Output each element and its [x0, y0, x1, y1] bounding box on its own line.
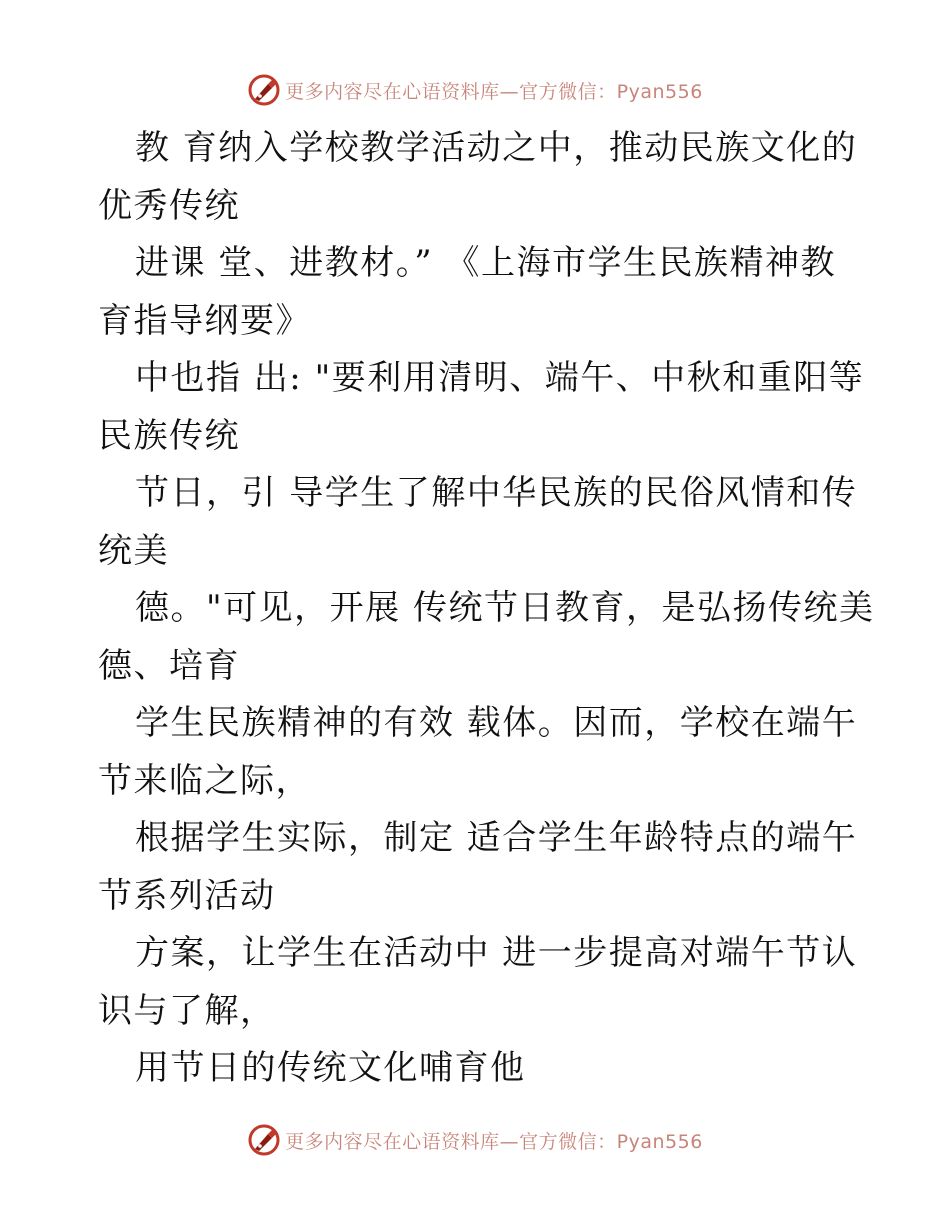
text-line: 民族传统: [98, 415, 240, 456]
footer-banner: [0, 1120, 950, 1160]
text-line: 德。"可见，开展 传统节日教育，是弘扬传统美: [135, 588, 875, 628]
text-line: 统美: [98, 530, 169, 571]
text-line: 进课 堂、进教材。” 《上海市学生民族精神教: [135, 243, 836, 283]
text-line: 节来临之际，: [98, 760, 311, 801]
footer-banner-text: 更多内容尽在心语资料库—官方微信：Pyan556: [285, 1130, 703, 1153]
text-line: 德、培育: [98, 645, 240, 686]
text-line: 育指导纲要》: [98, 300, 311, 341]
text-line: 方案，让学生在活动中 进一步提高对端午节认: [135, 933, 858, 973]
text-line: 教 育纳入学校教学活动之中，推动民族文化的: [135, 128, 858, 168]
text-line: 节系列活动: [98, 875, 276, 916]
text-line: 根据学生实际，制定 适合学生年龄特点的端午: [135, 818, 858, 858]
header-banner-text: 更多内容尽在心语资料库—官方微信：Pyan556: [285, 80, 703, 103]
text-line: 学生民族精神的有效 载体。因而，学校在端午: [135, 703, 858, 743]
document-body: [98, 120, 875, 1098]
text-line: 优秀传统: [98, 185, 240, 226]
text-line: 用节日的传统文化哺育他: [135, 1048, 526, 1088]
text-line: 中也指 出: "要利用清明、端午、中秋和重阳等: [135, 358, 865, 398]
header-banner: [0, 70, 950, 110]
text-line: 节日，引 导学生了解中华民族的民俗风情和传: [135, 473, 858, 513]
text-line: 识与了解，: [98, 990, 276, 1031]
pen-nib-logo-icon: [247, 1123, 281, 1157]
pen-nib-logo-icon: [247, 73, 281, 107]
